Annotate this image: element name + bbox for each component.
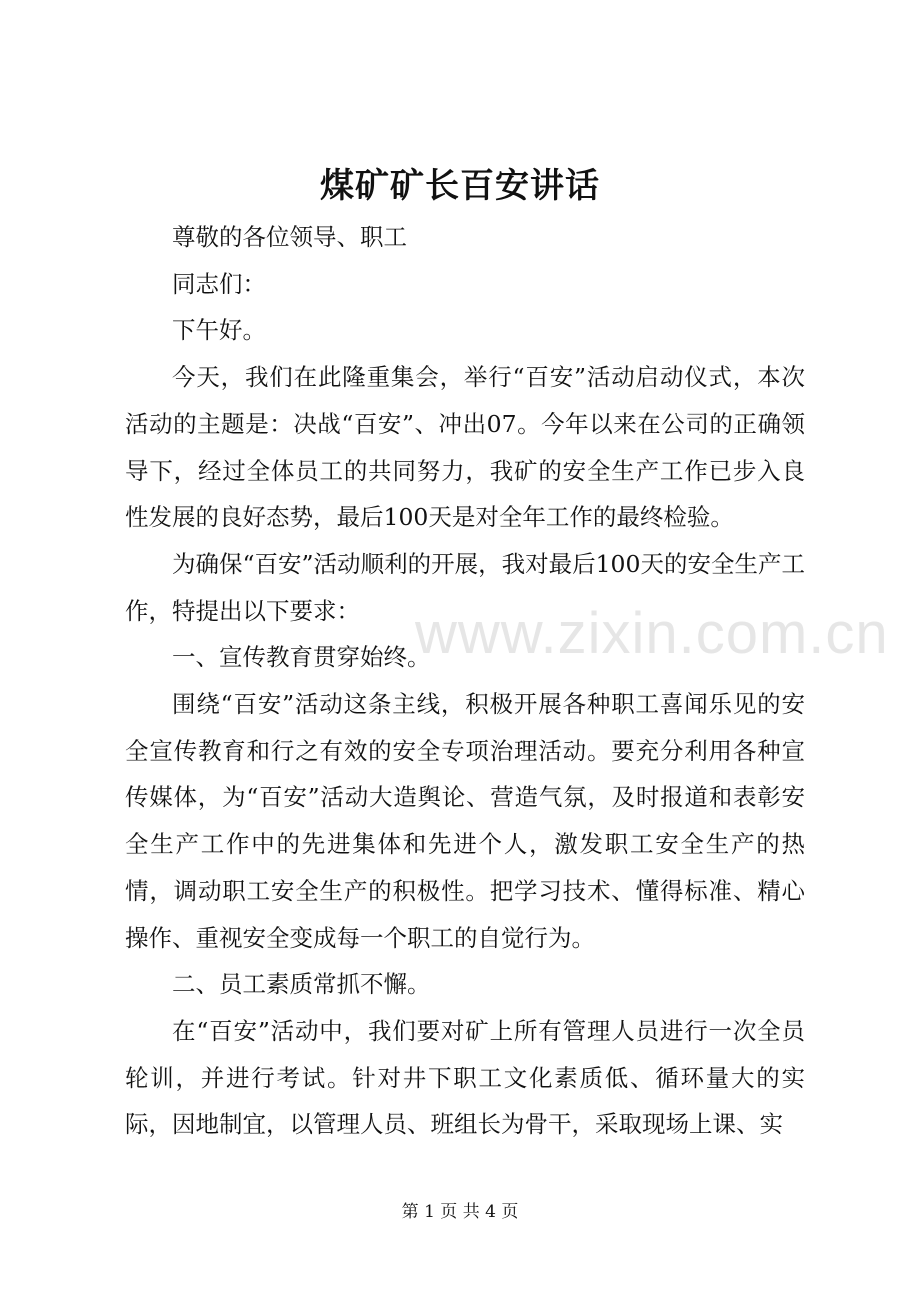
paragraph-section-2: 在“百安”活动中，我们要对矿上所有管理人员进行一次全员轮训，并进行考试。针对井下职工文化素质低、循环量大的实际，因地制宜，以管理人员、班组长为骨干，采取现场上课、实: [125, 1016, 805, 1139]
document-body: [125, 214, 805, 1148]
paragraph-section-1: 围绕“百安”活动这条主线，积极开展各种职工喜闻乐见的安全宣传教育和行之有效的安全专项治理活动。要充分利用各种宣传媒体，为“百安”活动大造舆论、营造气氛，及时报道和表彰安全生产工作中的先进集体和先进个人，激发职工安全生产的热情，调动职工安全生产的积极性。把学习技术、懂得标准、精心操作、重视安全变成每一个职工的自觉行为。: [125, 690, 805, 952]
paragraph-greeting: 下午好。: [172, 316, 266, 345]
document-title: 煤矿矿长百安讲话: [320, 166, 600, 206]
paragraph-salutation: 尊敬的各位领导、职工: [172, 223, 407, 251]
section-heading-1: 一、宣传教育贯穿始终。: [172, 643, 431, 672]
paragraph-salutation-2: 同志们：: [172, 269, 266, 298]
page-footer: 第 1 页 共 4 页: [401, 1202, 519, 1222]
paragraph-intro: 今天，我们在此隆重集会，举行“百安”活动启动仪式，本次活动的主题是：决战“百安”、冲出07。今年以来在公司的正确领导下，经过全体员工的共同努力，我矿的安全生产工作已步入良性发展的良好态势，最后100天是对全年工作的最终检验。: [125, 363, 805, 532]
paragraph-requirements: 为确保“百安”活动顺利的开展，我对最后100天的安全生产工作，特提出以下要求：: [125, 549, 805, 625]
watermark: www.zixin.com.cn: [415, 601, 889, 666]
section-heading-2: 二、员工素质常抓不懈。: [172, 970, 431, 999]
